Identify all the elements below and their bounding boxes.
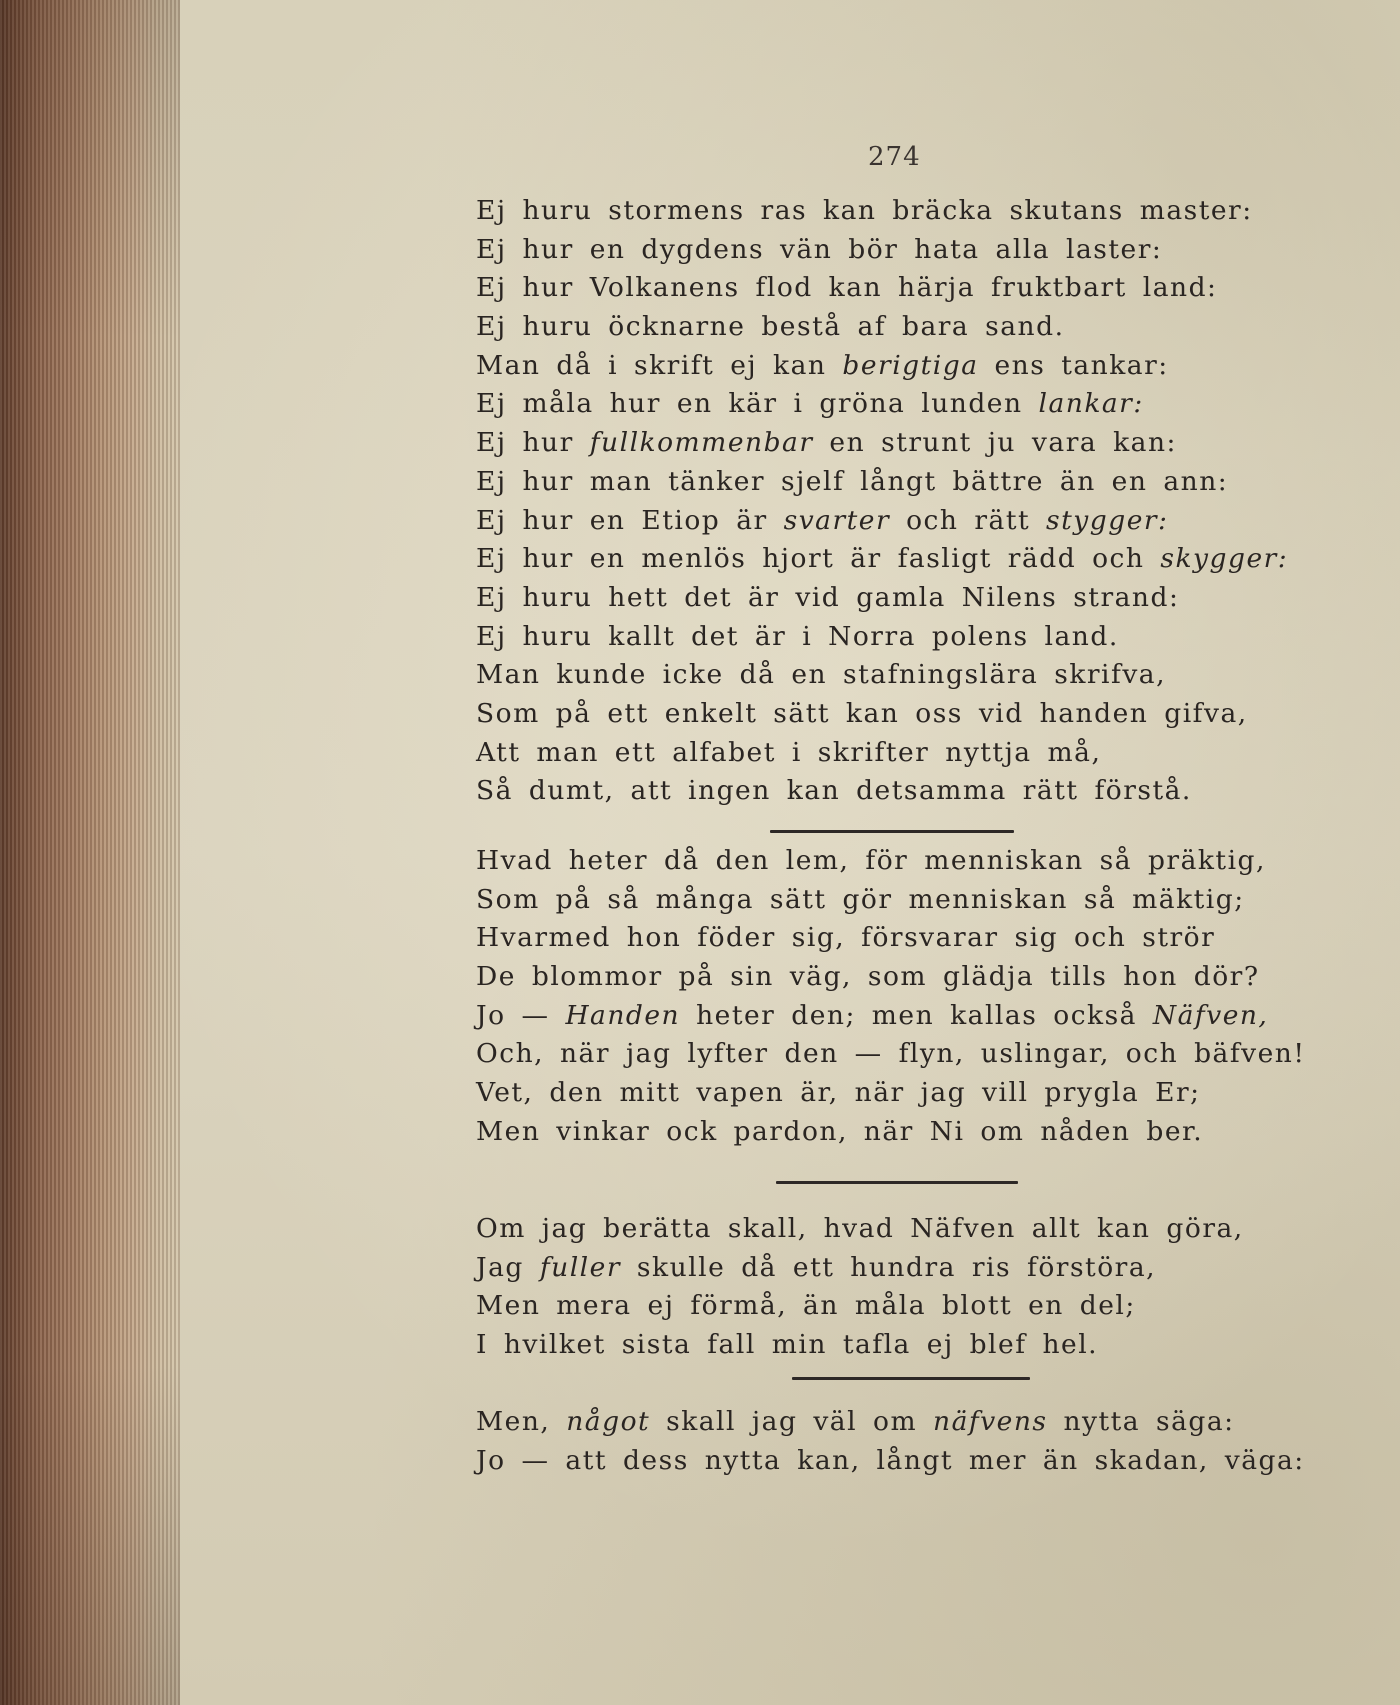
poem-line — [476, 695, 1288, 734]
poem-line — [476, 347, 1288, 386]
line-text: Hvarmed hon föder sig, försvarar sig och strör — [476, 922, 1216, 954]
line-text: Ej hur — [476, 427, 590, 459]
line-text: Ej hur man tänker sjelf långt bättre än en ann: — [476, 465, 1229, 497]
line-text: Att man ett alfabet i skrifter nyttja må, — [476, 736, 1102, 768]
poem-line — [476, 1249, 1244, 1288]
section-divider — [792, 1377, 1030, 1380]
line-text: Ej hur en Etiop är — [476, 504, 784, 536]
line-text: Så dumt, att ingen kan detsamma rätt förstå. — [476, 775, 1192, 807]
italic-word: skygger: — [1160, 543, 1289, 575]
line-text: Ej huru hett det är vid gamla Nilens strand: — [476, 581, 1180, 613]
poem-line — [476, 1210, 1244, 1249]
stanza-4 — [476, 1403, 1305, 1480]
poem-line — [476, 308, 1288, 347]
line-text: Ej huru stormens ras kan bräcka skutans master: — [476, 195, 1253, 226]
poem-line — [476, 540, 1288, 579]
line-text: ens tankar: — [978, 349, 1169, 381]
line-text: Vet, den mitt vapen är, när jag vill prygla Er; — [476, 1077, 1201, 1109]
line-text: Ej hur en dygdens vän bör hata alla laster: — [476, 233, 1163, 265]
line-text: Ej hur Volkanens flod kan härja fruktbart land: — [476, 272, 1218, 304]
stanza-1 — [476, 192, 1288, 811]
poem-line — [476, 881, 1306, 920]
line-text: I hvilket sista fall min tafla ej blef hel. — [476, 1329, 1099, 1361]
poem-line — [476, 1326, 1244, 1365]
italic-word: Näfven, — [1152, 999, 1269, 1031]
poem-line — [476, 997, 1306, 1036]
page-number: 274 — [868, 142, 921, 172]
italic-word: Handen — [565, 999, 681, 1031]
poem-line — [476, 385, 1288, 424]
line-text: Ej måla hur en kär i gröna lunden — [476, 388, 1039, 420]
line-text: Man då i skrift ej kan — [476, 349, 843, 381]
poem-line — [476, 231, 1288, 270]
italic-word: lankar: — [1038, 388, 1144, 420]
line-text: Som på ett enkelt sätt kan oss vid handen gifva, — [476, 697, 1248, 729]
line-text: nytta säga: — [1047, 1406, 1235, 1437]
section-divider — [770, 830, 1014, 833]
poem-line — [476, 919, 1306, 958]
poem-line — [476, 463, 1288, 502]
line-text: Och, när jag lyfter den — flyn, uslingar, och bäfven! — [476, 1038, 1306, 1070]
poem-line — [476, 734, 1288, 773]
italic-word: något — [566, 1406, 651, 1437]
italic-word: fullkommenbar — [589, 427, 814, 459]
poem-line — [476, 656, 1288, 695]
italic-word: berigtiga — [842, 349, 979, 381]
poem-line — [476, 269, 1288, 308]
poem-line — [476, 1035, 1306, 1074]
poem-line — [476, 1442, 1305, 1481]
line-text: Men vinkar ock pardon, när Ni om nåden ber. — [476, 1115, 1204, 1147]
line-text: Som på så många sätt gör menniskan så mäktig; — [476, 883, 1245, 915]
line-text: Om jag berätta skall, hvad Näfven allt kan göra, — [476, 1213, 1244, 1244]
poem-line — [476, 958, 1306, 997]
line-text: Jo — — [476, 999, 566, 1031]
section-divider — [776, 1181, 1018, 1184]
poem-line — [476, 579, 1288, 618]
poem-line — [476, 1113, 1306, 1152]
book-edge-shadow — [0, 0, 180, 1705]
poem-line — [476, 502, 1288, 541]
line-text: Men, — [476, 1406, 567, 1437]
poem-line — [476, 1403, 1305, 1442]
italic-word: fuller — [539, 1251, 621, 1283]
poem-line — [476, 842, 1306, 881]
line-text: Ej huru öcknarne bestå af bara sand. — [476, 311, 1065, 343]
line-text: Jag — [476, 1251, 540, 1283]
line-text: Hvad heter då den lem, för menniskan så präktig, — [476, 845, 1266, 876]
line-text: Man kunde icke då en stafningslära skrifva, — [476, 659, 1167, 691]
line-text: Men mera ej förmå, än måla blott en del; — [476, 1290, 1136, 1322]
poem-line — [476, 1287, 1244, 1326]
line-text: Jo — att dess nytta kan, långt mer än skadan, väga: — [476, 1444, 1305, 1476]
poem-line — [476, 192, 1288, 231]
line-text: en strunt ju vara kan: — [813, 427, 1177, 459]
stanza-3 — [476, 1210, 1244, 1365]
italic-word: stygger: — [1046, 504, 1169, 536]
line-text: skall jag väl om — [650, 1406, 934, 1437]
poem-line — [476, 772, 1288, 811]
line-text: De blommor på sin väg, som glädja tills hon dör? — [476, 961, 1260, 993]
line-text: Ej huru kallt det är i Norra polens land. — [476, 620, 1119, 652]
poem-line — [476, 1074, 1306, 1113]
line-text: Ej hur en menlös hjort är fasligt rädd och — [476, 543, 1161, 575]
stanza-2 — [476, 842, 1306, 1152]
poem-line — [476, 424, 1288, 463]
poem-line — [476, 618, 1288, 657]
italic-word: svarter — [783, 504, 891, 536]
line-text: heter den; men kallas också — [680, 999, 1153, 1031]
italic-word: näfvens — [933, 1406, 1048, 1437]
line-text: och rätt — [890, 504, 1047, 536]
line-text: skulle då ett hundra ris förstöra, — [621, 1251, 1157, 1283]
